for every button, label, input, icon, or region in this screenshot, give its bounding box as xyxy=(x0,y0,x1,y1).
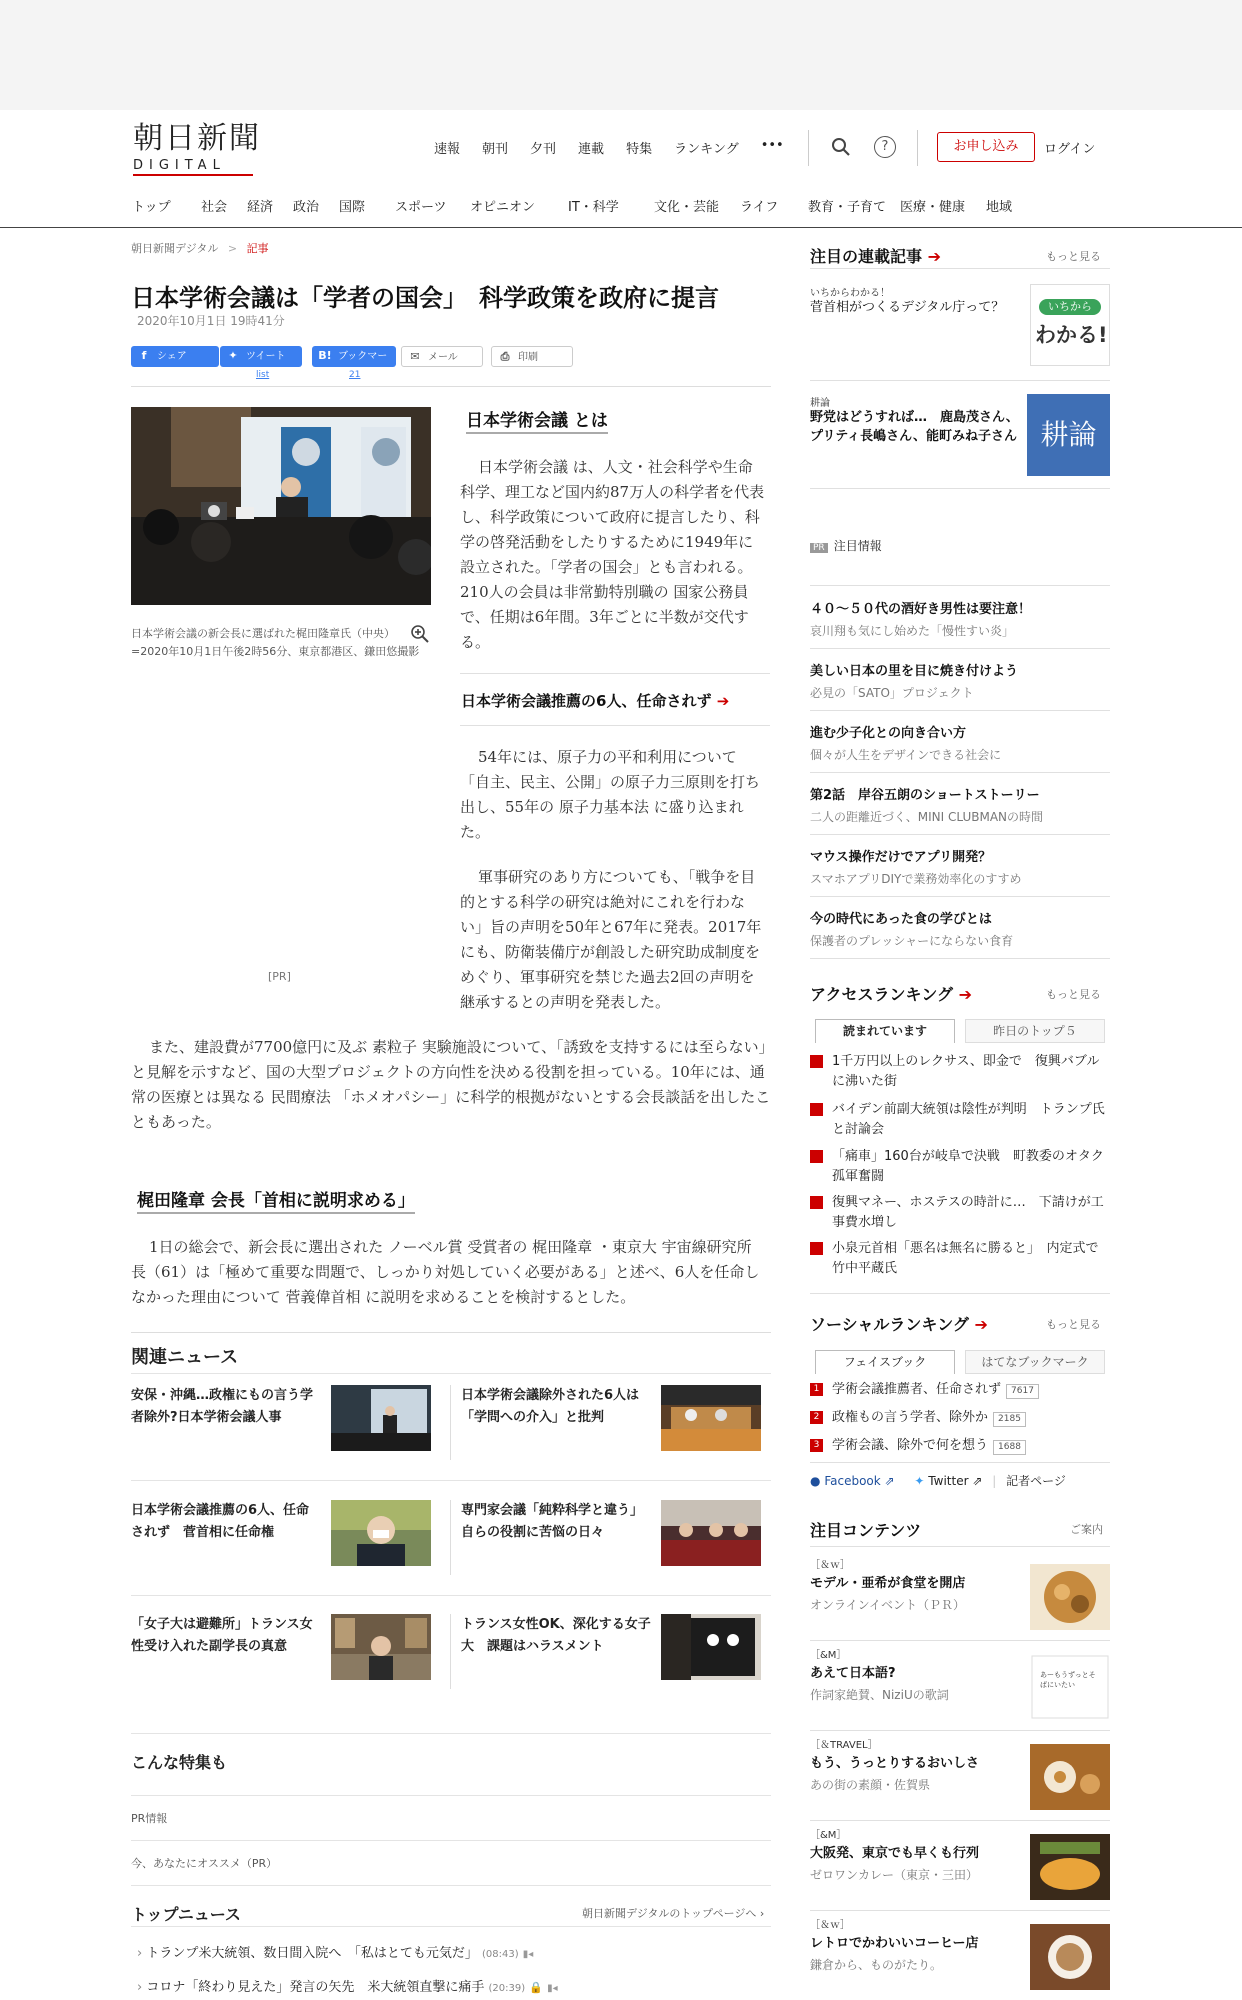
rank-marker xyxy=(810,1196,823,1209)
serial-item-title[interactable]: 野党はどうすれば… 鹿島茂さん、プリティ長嶋さん、能町みね子さん xyxy=(810,410,1019,444)
tab-yesterday-top5[interactable]: 昨日のトップ５ xyxy=(965,1019,1105,1043)
divider xyxy=(131,1840,771,1841)
pr-item-subtitle: 哀川翔も気にし始めた「慢性すい炎」 xyxy=(810,624,1015,638)
serial-title-label: 注目の連載記事 xyxy=(810,247,923,266)
facebook-share-label: シェア xyxy=(157,351,187,362)
login-link[interactable]: ログイン xyxy=(1044,142,1096,157)
tab-facebook[interactable]: フェイスブック xyxy=(815,1350,955,1374)
divider xyxy=(810,648,1110,649)
print-button[interactable] xyxy=(491,346,573,367)
divider xyxy=(810,1546,1110,1547)
arrow-right-icon: ➔ xyxy=(927,247,941,266)
ranking-item[interactable] xyxy=(810,1100,1110,1140)
breadcrumb-sep: > xyxy=(227,242,238,255)
ranking-item-text: 復興マネー、ホステスの時計に… 下請けが工事費水増し xyxy=(832,1195,1104,1230)
divider xyxy=(810,1820,1110,1821)
related-news-text: 安保・沖縄…政権にもの言う学者除外?日本学術会議人事 xyxy=(131,1388,314,1425)
top-news-text: コロナ「終わり見えた」発言の矢先 米大統領直撃に痛手 xyxy=(146,1980,485,1995)
category-nav xyxy=(132,196,1036,215)
category-item[interactable]: 社会 xyxy=(201,200,228,215)
related-news-text: 専門家会議「純粋科学と違う」 自らの役割に苦悩の日々 xyxy=(461,1503,650,1540)
ranking-item[interactable] xyxy=(810,1147,1110,1187)
article-paragraph: 1日の総会で、新会長に選出された ノーベル賞 受賞者の 梶田隆章 ・東京大 宇宙線研究所 長（61）は「極めて重要な問題で、しっかり対処していく必要がある」と述べ、6人を任命しなかった理由について 菅義偉首相 に説明を求めることを検討するとした。 xyxy=(131,1238,760,1306)
top-news-time: (08:43) xyxy=(482,1949,519,1960)
twitter-count[interactable]: list xyxy=(256,370,270,380)
ranking-item[interactable] xyxy=(810,1052,1110,1092)
twitter-share-button[interactable] xyxy=(220,346,302,367)
pr-info-label: PR情報 xyxy=(131,1812,168,1825)
thumb-label: いちから xyxy=(1039,299,1101,315)
top-page-link-label: 朝日新聞デジタルのトップページへ xyxy=(582,1907,757,1920)
social-tabs xyxy=(815,1350,1105,1374)
article-photo[interactable] xyxy=(131,407,431,605)
divider xyxy=(810,488,1110,489)
top-nav xyxy=(434,138,806,157)
related-news-item[interactable] xyxy=(131,1385,451,1489)
article-paragraph: 54年には、原子力の平和利用について「自主、民主、公開」の原子力三原則を打ち出し、55年の 原子力基本法 に盛り込まれた。 xyxy=(460,748,761,841)
category-item[interactable]: スポーツ xyxy=(395,200,447,215)
nav-more-icon[interactable]: ••• xyxy=(760,138,784,153)
divider xyxy=(810,896,1110,897)
print-label: 印刷 xyxy=(518,352,538,363)
twitter-icon: ✦ xyxy=(914,1474,925,1488)
social-ranking-item[interactable] xyxy=(810,1408,1110,1428)
rank-number: 2 xyxy=(810,1411,823,1424)
video-icon: ▮◂ xyxy=(522,1949,534,1960)
news-thumbnail xyxy=(331,1500,431,1566)
facebook-icon: ● xyxy=(810,1474,821,1488)
content-subtitle: オンラインイベント（ＰＲ） xyxy=(810,1598,966,1612)
divider xyxy=(450,1500,451,1575)
category-item[interactable]: 教育・子育て xyxy=(808,200,887,215)
related-news-title: 関連ニュース xyxy=(131,1347,239,1368)
breadcrumb xyxy=(131,240,269,256)
section-heading: 日本学術会議 とは xyxy=(466,406,608,434)
divider xyxy=(810,772,1110,773)
social-ranking-title xyxy=(810,1312,988,1335)
article-paragraph: また、建設費が7700億円に及ぶ 素粒子 実験施設について、「誘致を支持するには至らない」と見解を示すなど、国の大型プロジェクトの方向性を決める役割を担っている。10年には、通常の医療とは異なる 民間療法 「ホメオパシー」に科学的根拠がないとする会長談話を出したこともあった。 xyxy=(131,1038,771,1131)
ranking-item-text: 「痛車」160台が岐阜で決戦 町教委のオタク孤軍奮闘 xyxy=(832,1149,1104,1184)
content-title[interactable]: 大阪発、東京でも早くも行列 xyxy=(810,1846,980,1861)
ranking-item-text: バイデン前副大統領は陰性が判明 トランプ氏と討論会 xyxy=(832,1102,1105,1137)
related-news-text: 「女子大は避難所」トランス女性受け入れた副学長の真意 xyxy=(131,1617,313,1654)
divider xyxy=(810,1910,1110,1911)
tab-hatena[interactable]: はてなブックマーク xyxy=(965,1350,1105,1374)
site-logo[interactable] xyxy=(133,121,268,180)
social-ranking-item[interactable] xyxy=(810,1436,1110,1456)
divider xyxy=(131,1885,771,1886)
logo-underline xyxy=(133,174,253,176)
divider xyxy=(810,268,1110,269)
related-news-item[interactable] xyxy=(131,1614,451,1718)
related-news-text: 日本学術会議推薦の6人、任命されず 菅首相に任命権 xyxy=(131,1503,310,1540)
divider xyxy=(131,386,771,387)
social-item-text: 学術会議、除外で何を想う xyxy=(832,1438,989,1453)
social-ranking-item[interactable] xyxy=(810,1380,1110,1400)
serial-thumbnail[interactable] xyxy=(1030,284,1110,366)
divider xyxy=(450,1614,451,1689)
content-thumbnail[interactable] xyxy=(1030,1924,1110,1990)
hatena-icon: B! xyxy=(318,349,332,362)
thumb-label: わかる! xyxy=(1035,323,1108,347)
pr-item-title[interactable]: 進む少子化との向き合い方 xyxy=(810,726,967,741)
pr-item-title[interactable]: マウス操作だけでアプリ開発？ xyxy=(810,850,992,865)
arrow-right-icon: ➔ xyxy=(974,1315,988,1334)
article-paragraph: 日本学術会議 は、人文・社会科学や生命科学、理工など国内約87万人の科学者を代表し、科学政策について政府に提言したり、科学の啓発活動をしたりするために1949年に設立された。「学者の国会」とも言われる。210人の会員は非常勤特別職の 国家公務員 で、任期は6年間。3年ごとに半数が交代する。 xyxy=(460,458,765,651)
top-page-link[interactable] xyxy=(582,1905,764,1921)
content-tag: ［&M］ xyxy=(810,1830,847,1841)
serial-thumbnail[interactable]: 耕論 xyxy=(1027,394,1110,476)
serial-item-title[interactable]: 菅首相がつくるデジタル庁って？ xyxy=(810,300,1005,315)
zoom-in-icon[interactable] xyxy=(410,624,430,644)
news-thumbnail xyxy=(331,1385,431,1451)
content-subtitle: 作詞家絶賛、NiziUの歌詞 xyxy=(810,1688,949,1702)
print-icon: ⎙ xyxy=(500,350,510,363)
category-item[interactable]: 政治 xyxy=(293,200,320,215)
pr-heading xyxy=(810,537,882,554)
category-item[interactable]: オピニオン xyxy=(470,200,536,215)
ranking-item[interactable] xyxy=(810,1239,1110,1279)
news-thumbnail xyxy=(661,1614,761,1680)
divider xyxy=(810,958,1110,959)
divider xyxy=(131,1480,771,1481)
social-item-text: 政権もの言う学者、除外か xyxy=(832,1410,989,1425)
related-news-item[interactable] xyxy=(461,1500,781,1604)
content-subtitle: 鎌倉から、ものがたり。 xyxy=(810,1958,943,1972)
access-more-link[interactable]: もっと見る xyxy=(1046,988,1101,1001)
category-item[interactable]: ライフ xyxy=(740,200,779,215)
press-conference-image xyxy=(131,407,431,605)
facebook-icon: f xyxy=(141,349,147,362)
divider xyxy=(810,585,1110,586)
advertisement-band xyxy=(0,0,1242,110)
category-item[interactable]: 国際 xyxy=(339,200,366,215)
category-item[interactable]: 経済 xyxy=(247,200,274,215)
thumbnail-text: あーもうずっとそばにいたい xyxy=(1040,1671,1096,1689)
mail-icon: ✉ xyxy=(410,350,420,363)
divider xyxy=(131,1332,771,1333)
pr-mark: [PR] xyxy=(268,970,291,983)
share-count-badge: 2185 xyxy=(993,1412,1026,1427)
features-title: こんな特集も xyxy=(131,1753,228,1772)
divider xyxy=(460,673,770,674)
divider xyxy=(810,1640,1110,1641)
rank-number: 3 xyxy=(810,1439,823,1452)
content-title[interactable]: モデル・亜希が食堂を開店 xyxy=(810,1576,966,1591)
related-news-text: トランス女性OK、深化する女子大 課題はハラスメント xyxy=(461,1617,651,1654)
pr-item-title[interactable]: 今の時代にあった食の学びとは xyxy=(810,912,992,927)
recommended-label: 今、あなたにオススメ（PR） xyxy=(131,1857,278,1870)
news-thumbnail xyxy=(661,1385,761,1451)
pr-item-subtitle: 二人の距離近づく、MINI CLUBMANの時間 xyxy=(810,810,1044,824)
serial-section-title xyxy=(810,244,941,267)
ranking-item[interactable] xyxy=(810,1193,1110,1233)
video-icon: ▮◂ xyxy=(547,1983,558,1994)
ranking-item-text: 小泉元首相「悪名は無名に勝ると」 内定式で竹中平蔵氏 xyxy=(832,1241,1099,1276)
facebook-link-label: Facebook xyxy=(824,1474,881,1488)
pr-item-title[interactable]: 美しい日本の里を目に焼き付けよう xyxy=(810,664,1019,679)
serial-kicker: いちからわかる！ xyxy=(810,288,890,299)
content-tag: ［&M］ xyxy=(810,1650,847,1661)
chevron-right-icon: › xyxy=(759,1907,765,1920)
hatena-count[interactable]: 21 xyxy=(349,370,361,380)
divider xyxy=(131,1926,771,1927)
divider xyxy=(810,1462,1110,1463)
twitter-share-label: ツイート xyxy=(246,351,286,362)
search-icon[interactable] xyxy=(830,136,852,158)
arrow-right-icon: ➔ xyxy=(716,692,730,710)
related-news-text: 日本学術会議除外された6人は 「学問への介入」と批判 xyxy=(461,1388,653,1425)
divider xyxy=(810,834,1110,835)
access-ranking-title xyxy=(810,982,972,1005)
twitter-link-label: Twitter xyxy=(928,1474,969,1488)
related-news-item[interactable] xyxy=(131,1500,451,1604)
content-title[interactable]: レトロでかわいいコーヒー店 xyxy=(810,1936,979,1951)
logo-main: 朝日新聞 xyxy=(133,121,261,156)
divider xyxy=(810,380,1110,381)
article-title: 日本学術会議は「学者の国会」 科学政策を政府に提言 xyxy=(131,284,719,312)
social-ranking-label: ソーシャルランキング xyxy=(810,1315,969,1334)
contents-title: 注目コンテンツ xyxy=(810,1521,922,1540)
facebook-link[interactable]: ● Facebook ⇗ xyxy=(810,1474,895,1488)
divider xyxy=(460,725,770,726)
nav-item-breaking[interactable]: 速報 xyxy=(434,142,461,157)
social-item-text: 学術会議推薦者、任命されず xyxy=(832,1382,1002,1397)
nav-item-ranking[interactable]: ランキング xyxy=(674,142,739,157)
category-item[interactable]: 医療・健康 xyxy=(900,200,966,215)
pr-item-subtitle: 保護者のプレッシャーにならない食育 xyxy=(810,934,1014,948)
subscribe-button[interactable]: お申し込み xyxy=(937,132,1035,162)
divider xyxy=(810,710,1110,711)
nav-item-serials[interactable]: 連載 xyxy=(578,142,605,157)
share-count-badge: 1688 xyxy=(993,1440,1026,1455)
tab-most-read[interactable]: 読まれています xyxy=(815,1019,955,1043)
pr-item-subtitle: 必見の「SATO」プロジェクト xyxy=(810,686,974,700)
pr-item-title[interactable]: ４０～５０代の酒好き男性は要注意！ xyxy=(810,602,1032,617)
pr-item-title[interactable]: 第2話 岸谷五朗のショートストーリー xyxy=(810,788,1040,803)
divider xyxy=(810,1293,1110,1294)
related-news-item[interactable] xyxy=(461,1614,781,1718)
news-thumbnail xyxy=(661,1500,761,1566)
divider xyxy=(810,1730,1110,1731)
content-subtitle: あの街の素顔・佐賀県 xyxy=(810,1778,931,1792)
breadcrumb-root[interactable]: 朝日新聞デジタル xyxy=(131,242,219,255)
serial-more-link[interactable]: もっと見る xyxy=(1046,250,1101,263)
content-subtitle: ゼロワンカレー（東京・三田） xyxy=(810,1868,979,1882)
related-article-label: 日本学術会議推薦の6人、任命されず xyxy=(461,692,712,710)
photo-caption: 日本学術会議の新会長に選ばれた梶田隆章氏（中央）=2020年10月1日午後2時56分、東京都港区、鎌田悠撮影 xyxy=(131,627,420,658)
content-title[interactable]: もう、うっとりするおいしさ xyxy=(810,1756,980,1771)
divider xyxy=(808,130,809,166)
rank-marker xyxy=(810,1055,823,1068)
article-paragraph: 軍事研究のあり方についても、「戦争を目的とする科学の研究は絶対にこれを行わない」旨の声明を50年と67年に発表。2017年にも、防衛装備庁が創設した研究助成制度をめぐり、軍事研究を禁じた過去2回の声明を継承するとの声明を発表した。 xyxy=(460,868,762,1011)
serial-kicker: 耕論 xyxy=(810,398,830,409)
category-item[interactable]: 文化・芸能 xyxy=(654,200,720,215)
content-thumbnail[interactable] xyxy=(1030,1744,1110,1810)
pr-item-subtitle: スマホアプリDIYで業務効率化のすすめ xyxy=(810,872,1022,886)
nav-item-evening[interactable]: 夕刊 xyxy=(530,142,557,157)
mail-share-button[interactable] xyxy=(401,346,483,367)
facebook-share-button[interactable] xyxy=(131,346,219,367)
content-title[interactable]: あえて日本語? xyxy=(810,1666,896,1681)
article-date: 2020年10月1日 19時41分 xyxy=(137,314,285,328)
divider xyxy=(131,1595,771,1596)
breadcrumb-current: 記事 xyxy=(246,242,269,255)
category-item[interactable]: IT・科学 xyxy=(568,200,619,215)
ranking-item-text: 1千万円以上のレクサス、即金で 復興バブルに沸いた街 xyxy=(832,1054,1100,1089)
content-thumbnail[interactable] xyxy=(1030,1564,1110,1630)
lock-icon: 🔒 xyxy=(529,1981,543,1994)
category-item[interactable]: トップ xyxy=(132,200,171,215)
related-article-link[interactable] xyxy=(461,690,729,711)
site-header xyxy=(0,110,1242,228)
top-news-time: (20:39) xyxy=(488,1983,526,1994)
rank-marker xyxy=(810,1242,823,1255)
hatena-label: ブックマーク xyxy=(338,351,388,383)
twitter-icon: ✦ xyxy=(228,349,238,362)
section-heading: 梶田隆章 会長「首相に説明求める」 xyxy=(137,1186,415,1214)
top-news-item[interactable] xyxy=(137,1976,558,1995)
access-ranking-label: アクセスランキング xyxy=(810,985,954,1004)
content-tag: ［＆ｗ］ xyxy=(810,1560,850,1571)
related-news-item[interactable] xyxy=(461,1385,781,1489)
chevron-right-icon: › xyxy=(137,1980,143,1995)
mail-label: メール xyxy=(428,352,458,363)
pr-item-subtitle: 個々が人生をデザインできる社会に xyxy=(810,748,1002,762)
divider xyxy=(917,130,918,166)
top-news-item[interactable] xyxy=(137,1942,533,1961)
divider xyxy=(131,1733,771,1734)
social-links: ● Facebook ⇗ ✦ Twitter ⇗ | 記者ページ xyxy=(810,1474,1066,1488)
category-item[interactable]: 地域 xyxy=(986,200,1013,215)
access-tabs xyxy=(815,1019,1105,1043)
divider xyxy=(450,1385,451,1460)
pr-badge: PR xyxy=(810,543,828,553)
top-news-text: トランプ米大統領、数日間入院へ 「私はとても元気だ」 xyxy=(146,1946,478,1961)
contents-guide-link[interactable]: ご案内 xyxy=(1070,1523,1103,1536)
twitter-link[interactable]: ✦ Twitter ⇗ xyxy=(914,1474,983,1488)
content-tag: ［＆TRAVEL］ xyxy=(810,1740,878,1751)
help-icon[interactable]: ? xyxy=(874,136,896,158)
top-news-title: トップニュース xyxy=(131,1905,241,1924)
nav-item-features[interactable]: 特集 xyxy=(626,142,653,157)
arrow-right-icon: ➔ xyxy=(958,985,973,1004)
rank-marker xyxy=(810,1150,823,1163)
content-tag: ［＆ｗ］ xyxy=(810,1920,850,1931)
nav-item-morning[interactable]: 朝刊 xyxy=(482,142,509,157)
divider xyxy=(131,1795,771,1796)
rank-marker xyxy=(810,1103,823,1116)
share-count-badge: 7617 xyxy=(1006,1384,1039,1399)
content-thumbnail[interactable] xyxy=(1030,1834,1110,1900)
reporter-page-link[interactable]: 記者ページ xyxy=(1006,1474,1066,1488)
divider xyxy=(131,1373,771,1374)
chevron-right-icon: › xyxy=(137,1946,143,1961)
logo-sub: DIGITAL xyxy=(133,158,226,173)
rank-number: 1 xyxy=(810,1383,823,1396)
pr-title: 注目情報 xyxy=(833,539,882,553)
news-thumbnail xyxy=(331,1614,431,1680)
social-more-link[interactable]: もっと見る xyxy=(1046,1318,1101,1331)
